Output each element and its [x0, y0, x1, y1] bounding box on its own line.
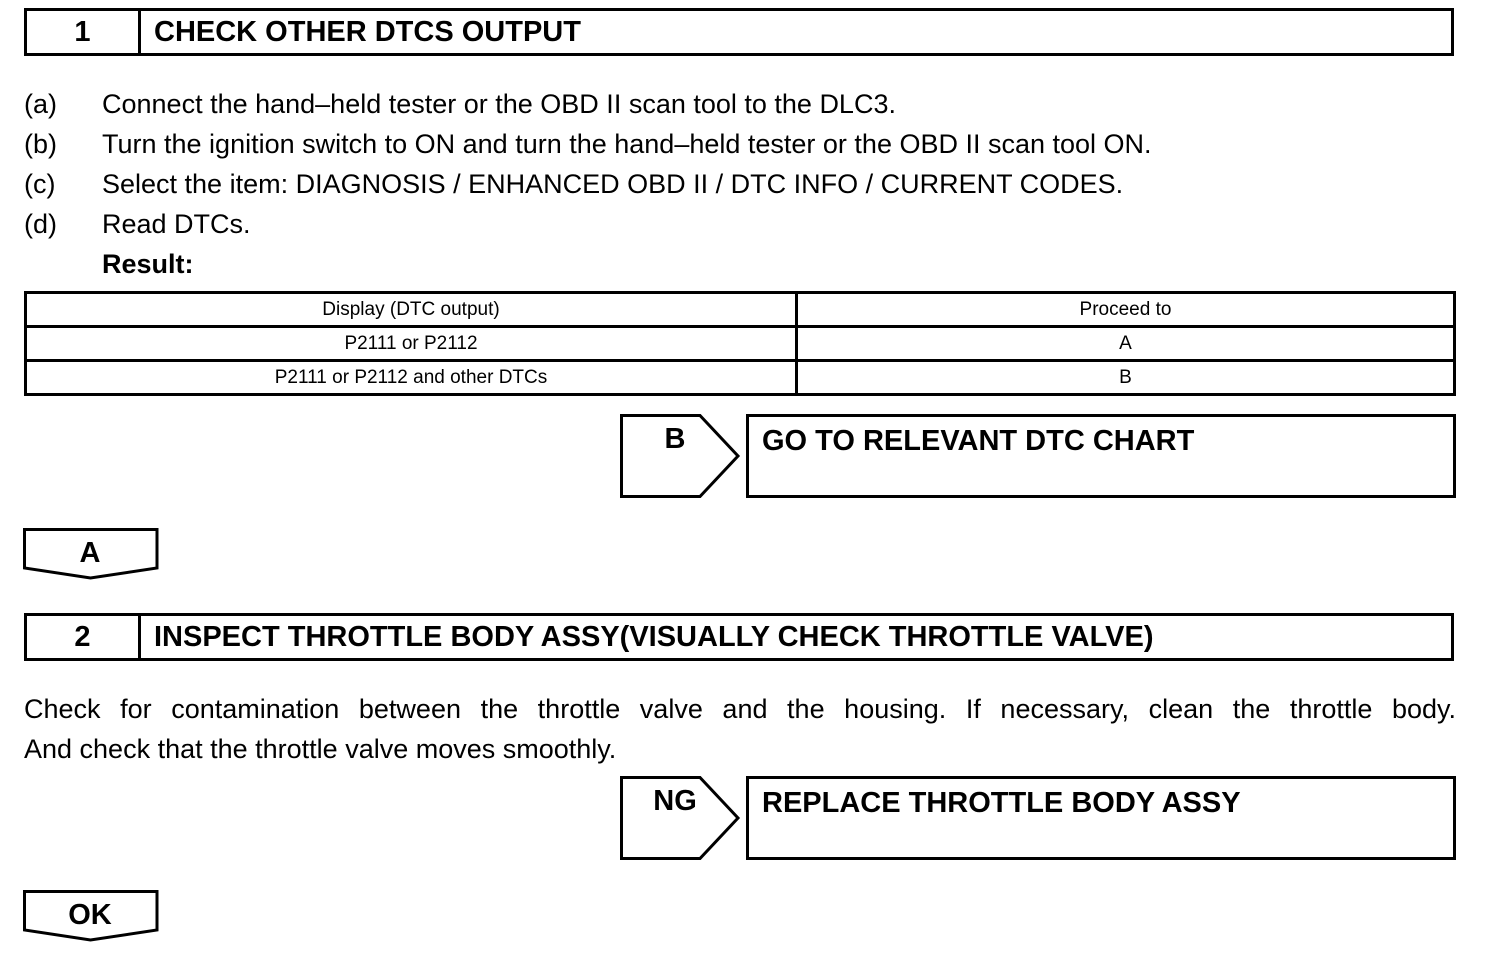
- paragraph-line: And check that the throttle valve moves smoothly.: [24, 734, 617, 764]
- paragraph-line: Check for contamination between the throttle valve and the housing. If necessary, clean the throttle body.: [24, 694, 1456, 724]
- list-text: Connect the hand–held tester or the OBD II scan tool to the DLC3.: [102, 88, 896, 119]
- step-2-paragraph: [24, 689, 1456, 769]
- branch-action-box: REPLACE THROTTLE BODY ASSY: [746, 776, 1456, 860]
- list-letter: (b): [24, 128, 57, 159]
- list-letter: (c): [24, 168, 56, 199]
- continue-label: OK: [68, 899, 112, 931]
- table-header-proceed: Proceed to: [797, 293, 1455, 327]
- branch-action-box: GO TO RELEVANT DTC CHART: [746, 414, 1456, 498]
- continue-label: A: [79, 537, 101, 569]
- branch-label: B: [664, 423, 686, 455]
- step-2-header: [24, 613, 1454, 661]
- table-row: [26, 361, 1455, 395]
- list-text: Turn the ignition switch to ON and turn the hand–held tester or the OBD II scan tool ON.: [102, 128, 1152, 159]
- list-letter: (a): [24, 88, 57, 119]
- table-header-display: Display (DTC output): [26, 293, 797, 327]
- step-1-number: 1: [27, 11, 141, 53]
- step-2-number: 2: [27, 616, 141, 658]
- table-row: [26, 327, 1455, 361]
- list-letter: (d): [24, 208, 57, 239]
- table-cell: A: [797, 327, 1455, 361]
- step-2-title: INSPECT THROTTLE BODY ASSY(VISUALLY CHECK THROTTLE VALVE): [154, 620, 1154, 653]
- list-item: [24, 204, 1454, 244]
- list-item: [24, 84, 1454, 124]
- table-cell: P2111 or P2112: [26, 327, 797, 361]
- step-1-title: CHECK OTHER DTCS OUTPUT: [154, 15, 581, 48]
- branch-arrow-b: [620, 414, 741, 498]
- branch-label: NG: [653, 785, 697, 817]
- step-1-instructions: [24, 84, 1454, 284]
- list-item: [24, 124, 1454, 164]
- list-item: [24, 164, 1454, 204]
- branch-arrow-ng: [620, 776, 741, 860]
- table-cell: B: [797, 361, 1455, 395]
- table-header-row: [26, 293, 1455, 327]
- list-text: Read DTCs.: [102, 208, 251, 239]
- continue-tab-a: [23, 528, 161, 580]
- table-cell: P2111 or P2112 and other DTCs: [26, 361, 797, 395]
- step-1-header: [24, 8, 1454, 56]
- result-table: [24, 291, 1456, 396]
- result-label: Result:: [102, 248, 194, 279]
- continue-tab-ok: [23, 890, 161, 942]
- list-text: Select the item: DIAGNOSIS / ENHANCED OBD II / DTC INFO / CURRENT CODES.: [102, 168, 1124, 199]
